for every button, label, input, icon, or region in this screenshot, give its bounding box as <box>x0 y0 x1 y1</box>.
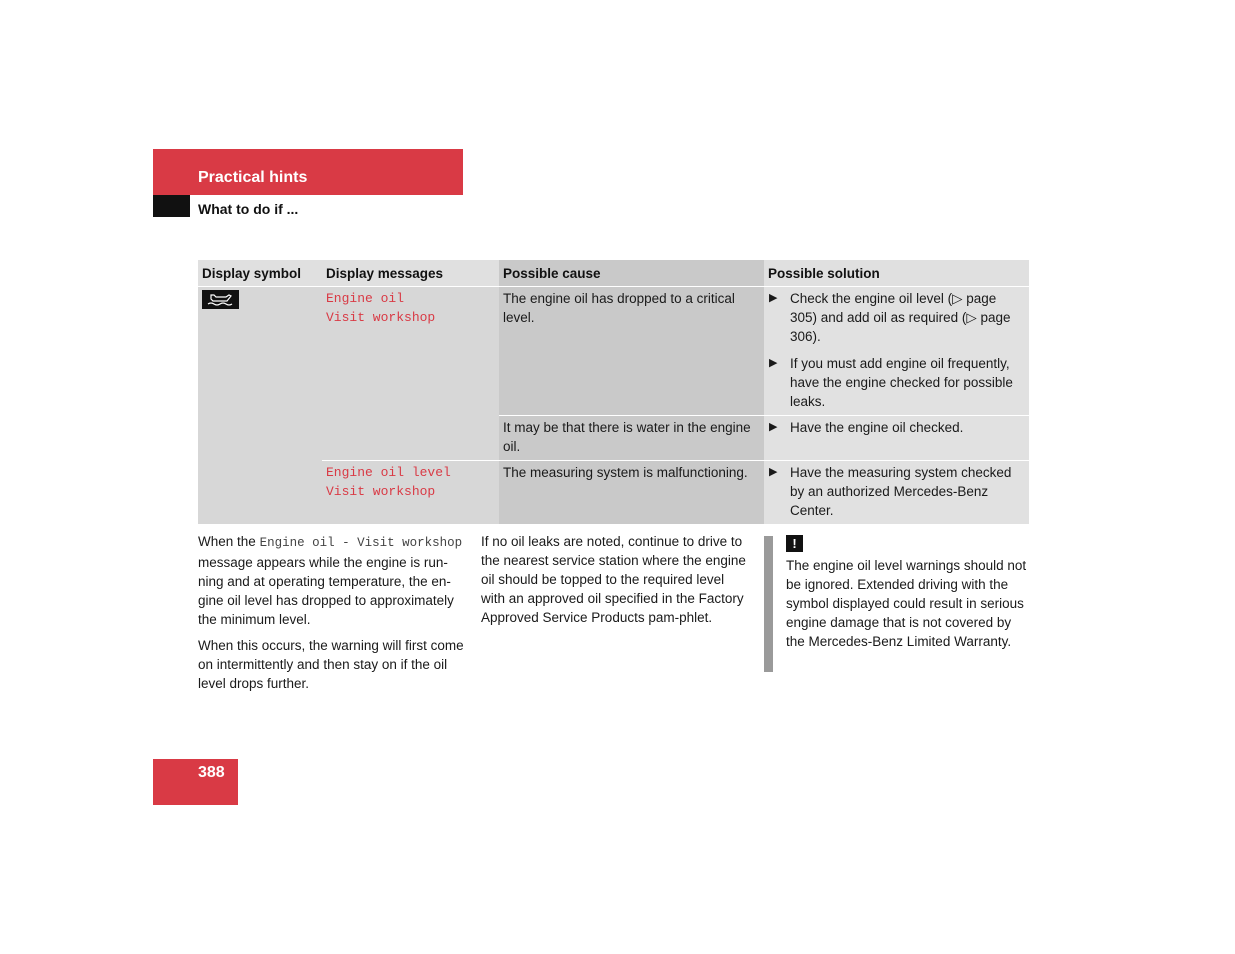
bullet-arrow-icon: ▶ <box>769 466 778 478</box>
column-header: Possible cause <box>499 260 764 287</box>
display-message-cell <box>322 461 499 525</box>
table-row <box>198 461 1029 525</box>
solution-item: ▶ If you must add engine oil frequently, have the engine checked for possible leaks. <box>769 356 1013 409</box>
display-message-line: Visit workshop <box>326 310 436 325</box>
solution-item: ▶ Have the engine oil checked. <box>769 420 964 435</box>
body-column-2 <box>481 532 747 634</box>
column-header: Possible solution <box>764 260 1029 287</box>
subsection-title: What to do if ... <box>198 201 299 217</box>
engine-oil-level-icon <box>202 290 239 309</box>
solution-item: ▶ Check the engine oil level (▷ page 305) and add oil as required (▷ page 306). <box>769 291 1011 344</box>
display-symbol-cell <box>198 287 322 525</box>
warning-icon: ! <box>786 535 803 552</box>
possible-cause-cell: The engine oil has dropped to a critical level. <box>499 287 764 416</box>
bullet-arrow-icon: ▶ <box>769 357 778 369</box>
body-paragraph: When the Engine oil - Visit workshop message appears while the engine is run-ning and at operating temperature, the en-gine oil level has dropped to approximately the minimum level. <box>198 534 463 627</box>
column-header: Display symbol <box>198 260 322 287</box>
table-row <box>198 287 1029 416</box>
warning-side-bar <box>764 536 773 672</box>
bullet-arrow-icon: ▶ <box>769 292 778 304</box>
solution-item: ▶ Have the measuring system checked by an authorized Mercedes-Benz Center. <box>769 465 1012 518</box>
column-header: Display messages <box>322 260 499 287</box>
possible-cause-cell: It may be that there is water in the engine oil. <box>499 416 764 461</box>
possible-cause-cell: The measuring system is malfunctioning. <box>499 461 764 525</box>
display-message-line: Visit workshop <box>326 484 436 499</box>
body-column-1 <box>198 532 464 700</box>
body-paragraph: When this occurs, the warning will first come on intermittently and then stay on if the oil level drops further. <box>198 638 464 691</box>
display-message-cell <box>322 287 499 461</box>
bullet-arrow-icon: ▶ <box>769 421 778 433</box>
table-header-row <box>198 260 1029 287</box>
possible-solution-cell <box>764 416 1029 461</box>
display-messages-table <box>198 260 1029 524</box>
section-title: Practical hints <box>198 169 308 186</box>
page-number-box <box>153 759 238 805</box>
subsection-marker <box>153 195 190 217</box>
display-message-line: Engine oil <box>326 291 405 306</box>
display-message-line: Engine oil level <box>326 465 451 480</box>
possible-solution-cell <box>764 461 1029 525</box>
possible-solution-cell <box>764 287 1029 416</box>
inline-display-message: Engine oil - Visit workshop <box>259 536 463 550</box>
page-number: 388 <box>198 764 225 781</box>
body-paragraph: If no oil leaks are noted, continue to drive to the nearest service station where the engine oil should be topped to the required level with an approved oil specified in the Factory Approved Service Products pam-phlet. <box>481 534 746 625</box>
warning-text: The engine oil level warnings should not be ignored. Extended driving with the symbol displayed could result in serious engine damage that is not covered by the Mercedes-Benz Limited Warranty. <box>786 558 1027 649</box>
